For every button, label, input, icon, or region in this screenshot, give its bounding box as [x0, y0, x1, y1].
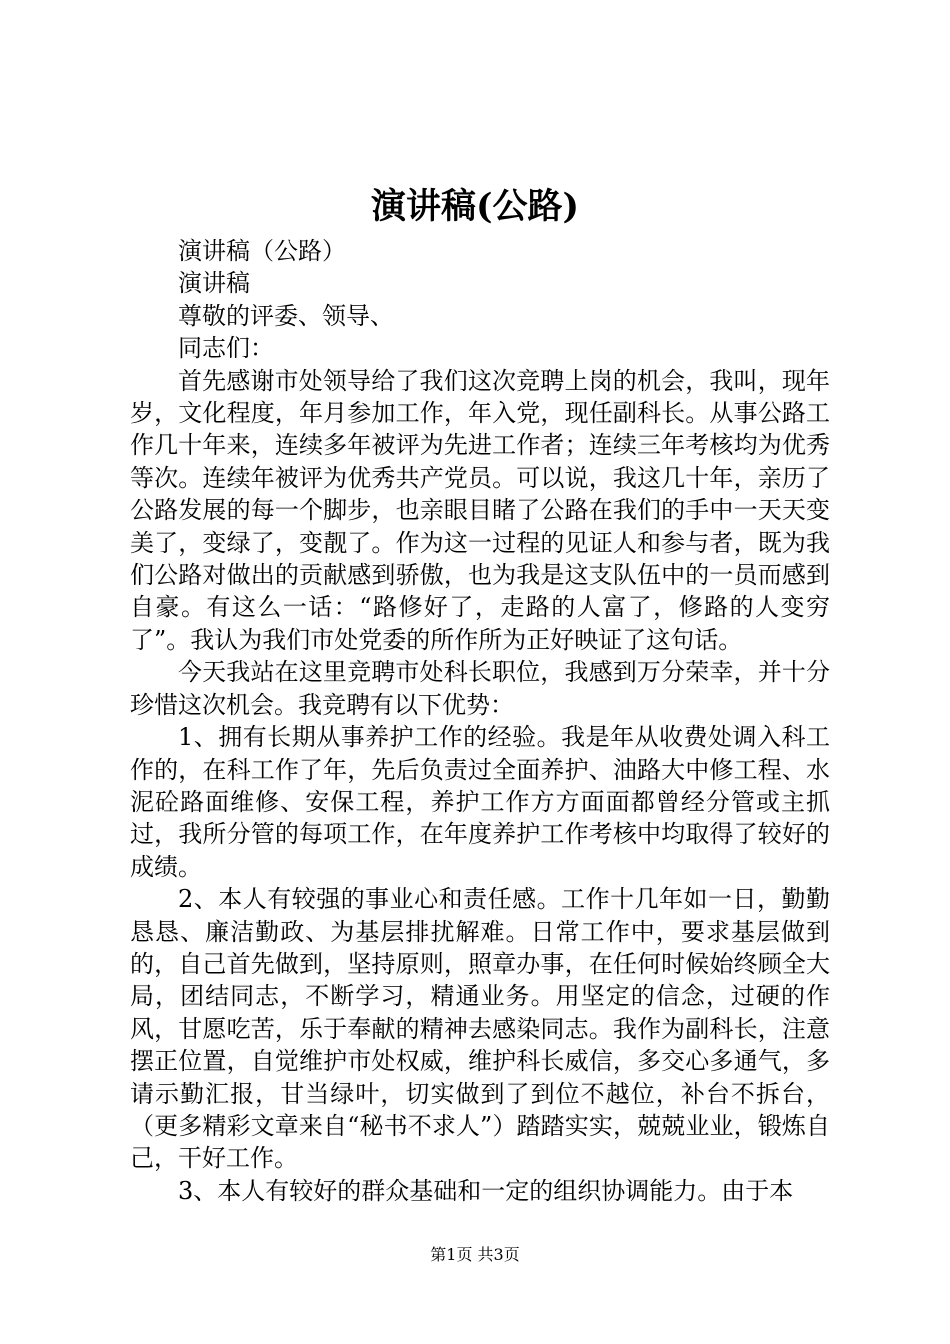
document-body: [130, 235, 830, 1207]
paragraph-subheading: 演讲稿: [178, 269, 250, 298]
paragraph-advantage-1: 1、拥有长期从事养护工作的经验。我是年从收费处调入科工作的，在科工作了年，先后负责过全面养护、油路大中修工程、水泥砼路面维修、安保工程，养护工作方方面面都曾经分管或主抓过，我所分管的每项工作，在年度养护工作考核中均取得了较好的成绩。: [130, 723, 830, 881]
paragraph-heading: 演讲稿（公路）: [178, 237, 346, 265]
paragraph-salutation-cont: 同志们：: [178, 334, 274, 363]
paragraph-advantage-3: 3、本人有较好的群众基础和一定的组织协调能力。由于本: [178, 1176, 794, 1205]
paragraph-advantage-2: 2、本人有较强的事业心和责任感。工作十几年如一日，勤勤恳恳、廉洁勤政、为基层排扰解难。日常工作中，要求基层做到的，自己首先做到，坚持原则，照章办事，在任何时候始终顾全大局，团结同志，不断学习，精通业务。用坚定的信念，过硬的作风，甘愿吃苦，乐于奉献的精神去感染同志。我作为副科长，注意摆正位置，自觉维护市处权威，维护科长威信，多交心多通气，多请示勤汇报，甘当绿叶，切实做到了到位不越位，补台不拆台，（更多精彩文章来自“秘书不求人”）踏踏实实，兢兢业业，锻炼自己，干好工作。: [130, 885, 830, 1173]
paragraph-introduction: 首先感谢市处领导给了我们这次竞聘上岗的机会，我叫，现年岁，文化程度，年月参加工作，年入党，现任副科长。从事公路工作几十年来，连续多年被评为先进工作者；连续三年考核均为优秀等次。连续年被评为优秀共产党员。可以说，我这几十年，亲历了公路发展的每一个脚步，也亲眼目睹了公路在我们的手中一天天变美了，变绿了，变靓了。作为这一过程的见证人和参与者，既为我们公路对做出的贡献感到骄傲，也为我是这支队伍中的一员而感到自豪。有这么一话：“路修好了，走路的人富了，修路的人变穷了”。我认为我们市处党委的所作所为正好映证了这句话。: [130, 366, 830, 654]
page-title: 演讲稿(公路): [370, 186, 580, 227]
paragraph-competition: 今天我站在这里竞聘市处科长职位，我感到万分荣幸，并十分珍惜这次机会。我竞聘有以下优势：: [130, 658, 830, 719]
page-number-footer: 第1页 共3页: [430, 1245, 520, 1264]
paragraph-salutation: 尊敬的评委、领导、: [178, 301, 394, 330]
